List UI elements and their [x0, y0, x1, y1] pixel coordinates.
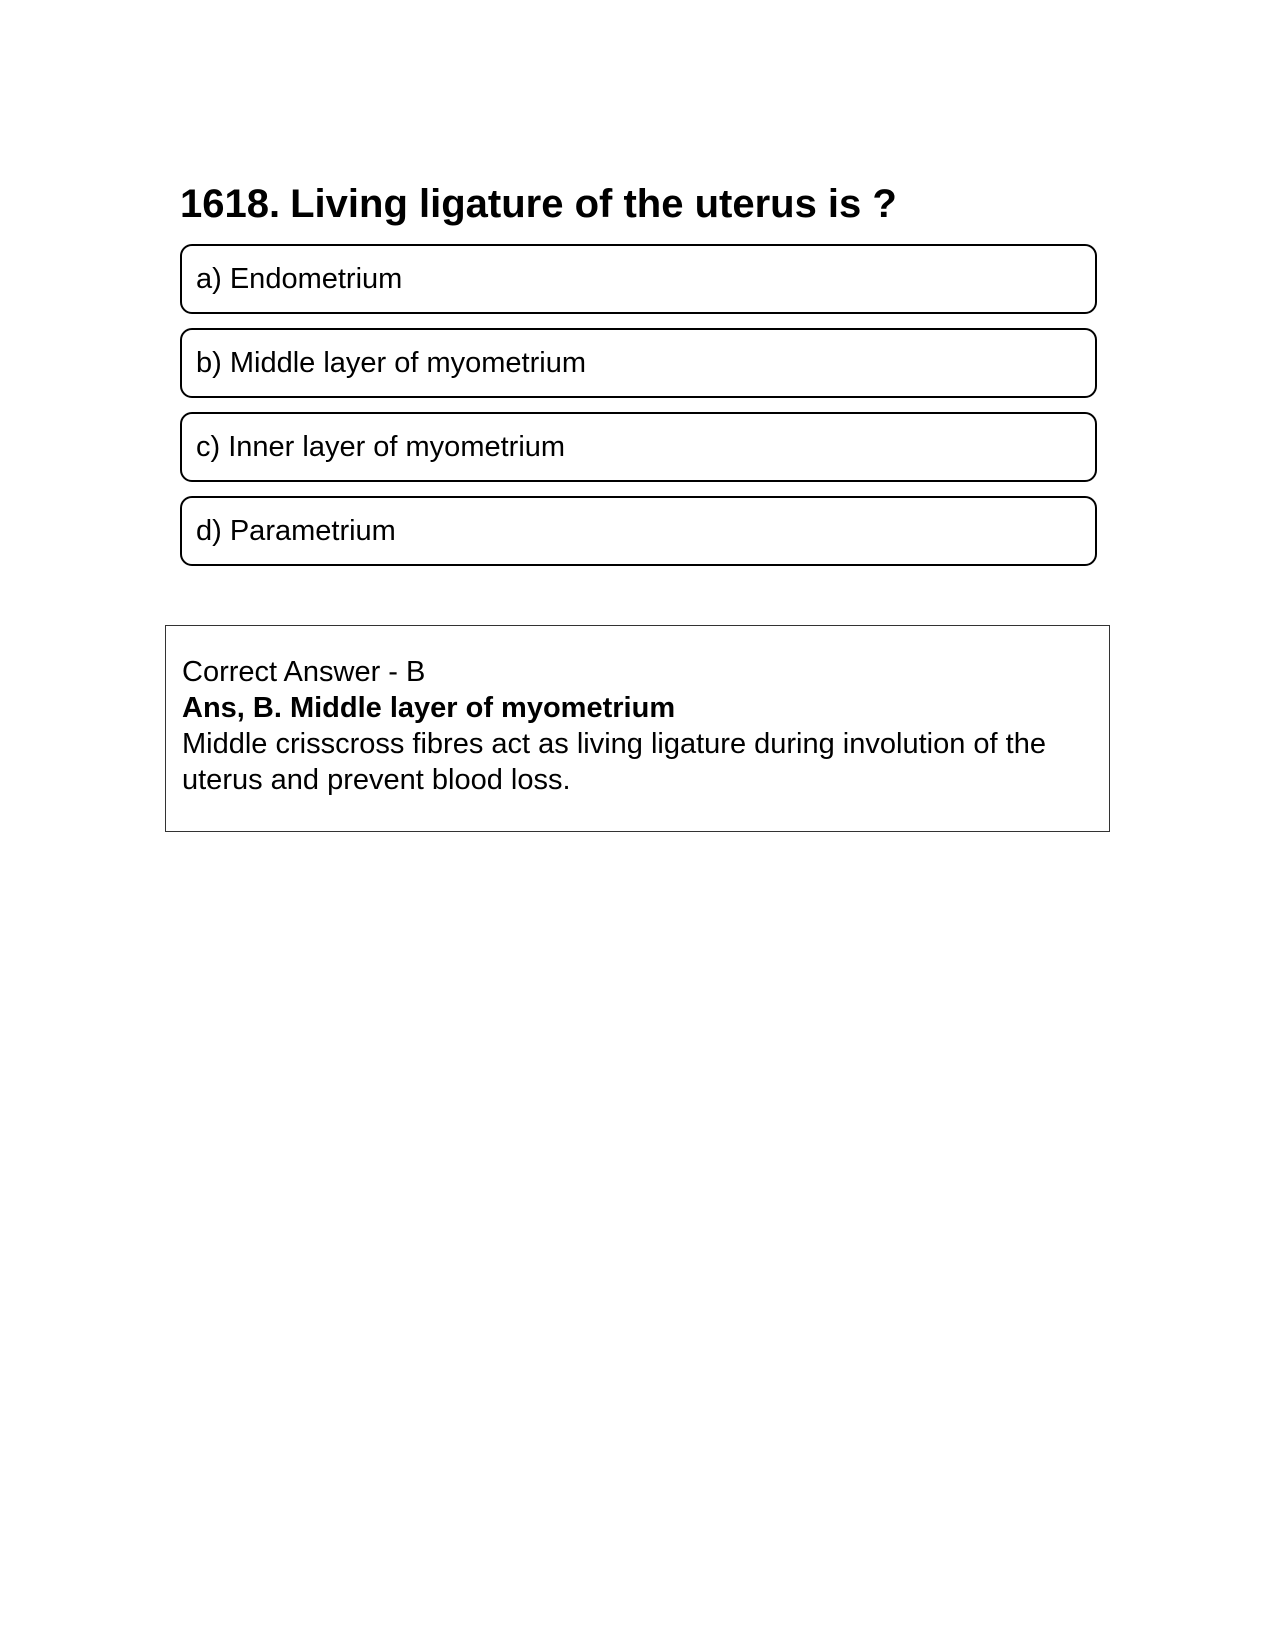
question-title: [180, 178, 897, 230]
correct-answer-line: Correct Answer - B: [182, 656, 426, 688]
option-d[interactable]: d) Parametrium: [180, 496, 1097, 566]
options-list: [180, 244, 1097, 580]
option-a[interactable]: a) Endometrium: [180, 244, 1097, 314]
answer-title: Ans, B. Middle layer of myometrium: [182, 692, 676, 724]
option-c[interactable]: c) Inner layer of myometrium: [180, 412, 1097, 482]
option-b[interactable]: b) Middle layer of myometrium: [180, 328, 1097, 398]
answer-box: [165, 625, 1110, 832]
question-number: 1618.: [180, 182, 281, 226]
answer-explanation: Middle crisscross fibres act as living ligature during involution of the uterus and prevent blood loss.: [182, 728, 1046, 796]
question-text: Living ligature of the uterus is ?: [290, 182, 897, 226]
